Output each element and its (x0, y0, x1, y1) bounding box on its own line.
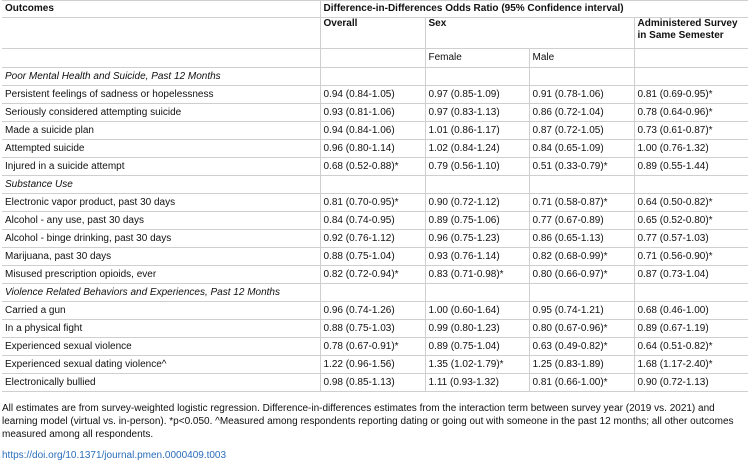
same-semester-value: 0.90 (0.72-1.13) (634, 374, 748, 392)
female-value: 1.01 (0.86-1.17) (425, 122, 529, 140)
overall-value: 0.94 (0.84-1.06) (320, 122, 425, 140)
same-semester-value: 0.65 (0.52-0.80)* (634, 212, 748, 230)
same-semester-value: 0.73 (0.61-0.87)* (634, 122, 748, 140)
outcome-label: Experienced sexual violence (2, 338, 320, 356)
female-value: 1.35 (1.02-1.79)* (425, 356, 529, 374)
overall-value: 0.82 (0.72-0.94)* (320, 266, 425, 284)
female-value: 0.83 (0.71-0.98)* (425, 266, 529, 284)
table-subheader-sex-row (2, 49, 748, 68)
sex-header: Sex (425, 18, 634, 49)
female-value: 0.96 (0.75-1.23) (425, 230, 529, 248)
outcome-label: Electronically bullied (2, 374, 320, 392)
overall-value: 0.98 (0.85-1.13) (320, 374, 425, 392)
outcome-label: Made a suicide plan (2, 122, 320, 140)
same-semester-value: 0.68 (0.46-1.00) (634, 302, 748, 320)
section-title: Substance Use (2, 176, 320, 194)
same-semester-value: 1.68 (1.17-2.40)* (634, 356, 748, 374)
table-row (2, 230, 748, 248)
overall-value: 0.81 (0.70-0.95)* (320, 194, 425, 212)
outcome-label: Injured in a suicide attempt (2, 158, 320, 176)
table-row (2, 86, 748, 104)
overall-value: 0.78 (0.67-0.91)* (320, 338, 425, 356)
table-subheader-row (2, 18, 748, 49)
outcome-label: Seriously considered attempting suicide (2, 104, 320, 122)
table-body (2, 68, 748, 392)
male-value: 1.25 (0.83-1.89) (529, 356, 634, 374)
section-title: Poor Mental Health and Suicide, Past 12 Months (2, 68, 320, 86)
overall-header: Overall (320, 18, 425, 49)
outcome-label: Alcohol - any use, past 30 days (2, 212, 320, 230)
male-value: 0.80 (0.66-0.97)* (529, 266, 634, 284)
female-value: 0.93 (0.76-1.14) (425, 248, 529, 266)
outcome-label: Electronic vapor product, past 30 days (2, 194, 320, 212)
table-footnote: All estimates are from survey-weighted logistic regression. Difference-in-differences estimates from the interaction term between survey year (2019 vs. 2021) and learning model (virtual vs. in-person). *p<0.050. ^Measured among respondents reporting dating or going out with someone in the past 12 months; all other outcomes measured among all respondents. (2, 403, 734, 440)
section-header-row (2, 176, 748, 194)
spacer-cell (425, 284, 529, 302)
spacer-cell (425, 176, 529, 194)
same-semester-value: 0.89 (0.67-1.19) (634, 320, 748, 338)
spacer-cell (2, 49, 320, 68)
outcome-label: In a physical fight (2, 320, 320, 338)
female-header: Female (425, 49, 529, 68)
same-semester-value: 1.00 (0.76-1.32) (634, 140, 748, 158)
outcome-label: Attempted suicide (2, 140, 320, 158)
spacer-cell (320, 284, 425, 302)
female-value: 0.97 (0.85-1.09) (425, 86, 529, 104)
spacer-cell (634, 68, 748, 86)
outcome-label: Carried a gun (2, 302, 320, 320)
female-value: 1.00 (0.60-1.64) (425, 302, 529, 320)
male-value: 0.91 (0.78-1.06) (529, 86, 634, 104)
outcome-label: Marijuana, past 30 days (2, 248, 320, 266)
male-value: 0.71 (0.58-0.87)* (529, 194, 634, 212)
table-row (2, 338, 748, 356)
table-header-row (2, 1, 748, 18)
male-header: Male (529, 49, 634, 68)
table-row (2, 212, 748, 230)
overall-value: 0.84 (0.74-0.95) (320, 212, 425, 230)
same-semester-header: Administered Survey in Same Semester (634, 18, 748, 49)
spacer-cell (320, 68, 425, 86)
overall-value: 0.92 (0.76-1.12) (320, 230, 425, 248)
overall-value: 0.96 (0.80-1.14) (320, 140, 425, 158)
male-value: 0.86 (0.65-1.13) (529, 230, 634, 248)
spacer-cell (634, 284, 748, 302)
spacer-cell (529, 176, 634, 194)
same-semester-value: 0.71 (0.56-0.90)* (634, 248, 748, 266)
section-header-row (2, 68, 748, 86)
spacer-cell (425, 68, 529, 86)
table-row (2, 122, 748, 140)
spacer-cell (634, 49, 748, 68)
table-row (2, 158, 748, 176)
male-value: 0.84 (0.65-1.09) (529, 140, 634, 158)
female-value: 0.97 (0.83-1.13) (425, 104, 529, 122)
spacer-cell (529, 284, 634, 302)
male-value: 0.77 (0.67-0.89) (529, 212, 634, 230)
outcomes-header-spacer (2, 18, 320, 49)
outcome-label: Experienced sexual dating violence^ (2, 356, 320, 374)
overall-value: 1.22 (0.96-1.56) (320, 356, 425, 374)
same-semester-value: 0.77 (0.57-1.03) (634, 230, 748, 248)
outcome-label: Alcohol - binge drinking, past 30 days (2, 230, 320, 248)
outcome-label: Misused prescription opioids, ever (2, 266, 320, 284)
same-semester-value: 0.64 (0.50-0.82)* (634, 194, 748, 212)
spacer-cell (634, 176, 748, 194)
female-value: 1.11 (0.93-1.32) (425, 374, 529, 392)
table-row (2, 302, 748, 320)
female-value: 0.79 (0.56-1.10) (425, 158, 529, 176)
spacer-cell (320, 176, 425, 194)
female-value: 1.02 (0.84-1.24) (425, 140, 529, 158)
table-row (2, 194, 748, 212)
table-row (2, 374, 748, 392)
male-value: 0.82 (0.68-0.99)* (529, 248, 634, 266)
male-value: 0.81 (0.66-1.00)* (529, 374, 634, 392)
table-row (2, 140, 748, 158)
section-title: Violence Related Behaviors and Experiences, Past 12 Months (2, 284, 320, 302)
male-value: 0.86 (0.72-1.04) (529, 104, 634, 122)
same-semester-value: 0.78 (0.64-0.96)* (634, 104, 748, 122)
overall-value: 0.93 (0.81-1.06) (320, 104, 425, 122)
overall-value: 0.88 (0.75-1.03) (320, 320, 425, 338)
same-semester-value: 0.89 (0.55-1.44) (634, 158, 748, 176)
doi-link[interactable]: https://doi.org/10.1371/journal.pmen.0000409.t003 (2, 450, 227, 461)
outcomes-header: Outcomes (2, 1, 320, 18)
spacer-cell (529, 68, 634, 86)
table-row (2, 248, 748, 266)
results-table (2, 0, 748, 392)
spacer-cell (320, 49, 425, 68)
male-value: 0.95 (0.74-1.21) (529, 302, 634, 320)
table-row (2, 266, 748, 284)
female-value: 0.90 (0.72-1.12) (425, 194, 529, 212)
same-semester-value: 0.87 (0.73-1.04) (634, 266, 748, 284)
male-value: 0.87 (0.72-1.05) (529, 122, 634, 140)
table-row (2, 356, 748, 374)
same-semester-value: 0.64 (0.51-0.82)* (634, 338, 748, 356)
male-value: 0.80 (0.67-0.96)* (529, 320, 634, 338)
overall-value: 0.96 (0.74-1.26) (320, 302, 425, 320)
male-value: 0.63 (0.49-0.82)* (529, 338, 634, 356)
female-value: 0.89 (0.75-1.06) (425, 212, 529, 230)
male-value: 0.51 (0.33-0.79)* (529, 158, 634, 176)
same-semester-value: 0.81 (0.69-0.95)* (634, 86, 748, 104)
odds-ratio-header: Difference-in-Differences Odds Ratio (95% Confidence interval) (320, 1, 748, 18)
section-header-row (2, 284, 748, 302)
table-row (2, 320, 748, 338)
overall-value: 0.68 (0.52-0.88)* (320, 158, 425, 176)
female-value: 0.89 (0.75-1.04) (425, 338, 529, 356)
overall-value: 0.94 (0.84-1.05) (320, 86, 425, 104)
table-row (2, 104, 748, 122)
overall-value: 0.88 (0.75-1.04) (320, 248, 425, 266)
outcome-label: Persistent feelings of sadness or hopelessness (2, 86, 320, 104)
female-value: 0.99 (0.80-1.23) (425, 320, 529, 338)
